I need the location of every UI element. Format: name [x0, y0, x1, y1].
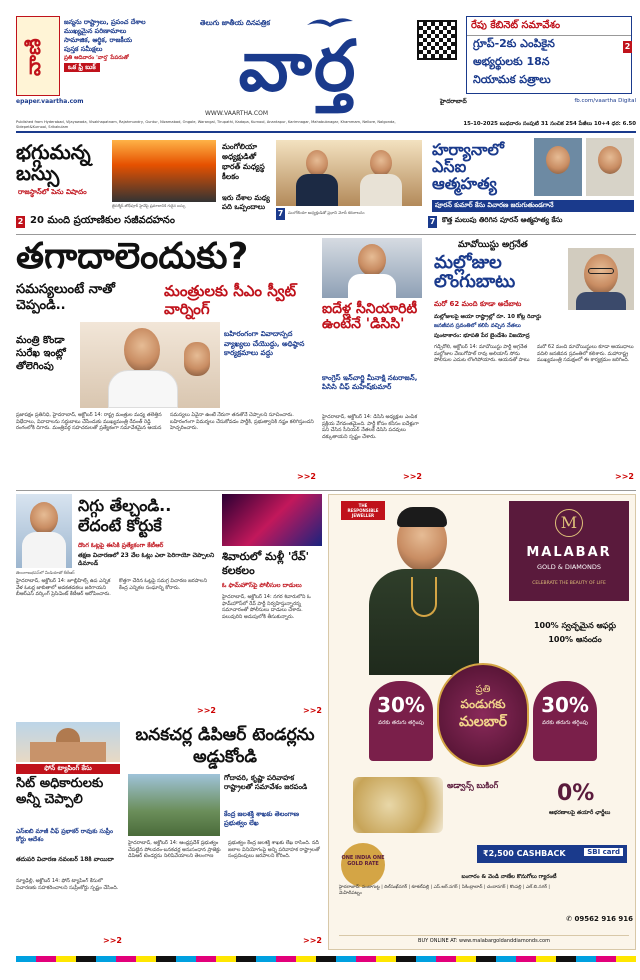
ad-offer1: 100% స్వచ్ఛమైన ఆఫర్లు — [533, 621, 617, 630]
seniority-headline: ఐదేళ్ల సీనియారిటీ ఉంటేనే 'డిసిసి' — [322, 301, 418, 332]
side-free-book: ఒక ఫ్రీ బుక్ — [64, 63, 100, 72]
politician-shirt — [348, 274, 396, 298]
niggu-more-link[interactable]: >>2 — [197, 706, 216, 715]
lead-kicker: మంత్రులకు సీఎం స్వీట్ వార్నింగ్ — [164, 282, 297, 318]
officer-photo-2 — [586, 138, 634, 196]
niggu-body: హైదరాబాద్, అక్టోబర్ 14: జూబ్లీహిల్స్ ఉప ఎన్నిక వేళ ఓటర్ల జాబితాలో అవకతవకలు జరిగాయని బీఆర్ఎస్ వర్కింగ్ ప్రెసిడెంట్ కేటీఆర్ ఆరోపించారు. కొత్తగా చేరిన ఓట్లపై సమగ్ర విచారణ జరపాలని కేంద్ర ఎన్నికల సంఘాన్ని కోరారు. — [16, 578, 207, 597]
ad-offer2: 100% ఆనందం — [548, 635, 602, 644]
niggu-story[interactable] — [16, 494, 216, 720]
leader-suit — [360, 174, 402, 206]
teaser-headline: భగ్గుమన్న బస్సు — [16, 140, 91, 185]
teaser-divider — [16, 234, 636, 235]
ktr-photo — [16, 494, 72, 568]
masthead — [0, 0, 640, 135]
side-line: ముఖ్యమైన పరిణామాలు — [64, 27, 127, 35]
maoist-body: గడ్చిరోలి, అక్టోబర్ 14: మావోయిస్టు పార్టీ అగ్రనేత మల్లోజుల వేణుగోపాల్ రావు అలియాస్ సోను పోలీసుల ఎదుట లొంగిపోయారు. ఆయనతో పాటు మరో 62 మంది మావోయిస్టులు కూడా ఆయుధాలు వదిలి జనజీవన స్రవంతిలో కలిశారు. మహారాష్ట్ర ముఖ్యమంత్రి సమక్షంలో ఈ కార్యక్రమం జరిగింది. — [434, 344, 634, 363]
teaser-sub: పూరన్ కుమార్ కేసు విచారణ జరుగుతుండగానే — [432, 200, 634, 212]
maoist-photo — [568, 248, 634, 310]
side-line: జన్మను రాష్ట్రాలు, ప్రపంచ దేశాల — [64, 18, 146, 26]
offer-left-pct: 30% — [377, 693, 425, 717]
offer-right — [533, 681, 597, 761]
malabar-brand2: GOLD & DIAMONDS — [536, 563, 602, 571]
phone-sub: ఎస్ఐబి మాజీ చీఫ్ ప్రభాకర్ రావుకు సుప్రీం కోర్టు ఆదేశం — [16, 828, 114, 843]
teaser-haryana[interactable] — [428, 136, 636, 232]
phone-sub2: తదుపరి విచారణ నవంబర్ 18కి వాయిదా — [16, 856, 114, 863]
side-brand-lines — [64, 18, 174, 72]
court-dome — [56, 728, 80, 742]
leaders-photo — [276, 140, 422, 206]
ad-badge: THE RESPONSIBLE JEWELLER — [341, 501, 385, 520]
maoist-sub2: మల్లోజులపై ఆయా రాష్ట్రాల్లో రూ. 10 కోట్ల రివార్డు — [434, 314, 542, 320]
promo-line: నియామక పత్రాలు — [473, 73, 551, 86]
tagline: తెలుగు జాతీయ దినపత్రిక — [200, 19, 270, 27]
lead-side: మంత్రి కొండా సురేఖ ఇంట్లో తోలెగింపు — [16, 335, 66, 372]
teaser-mongolia[interactable] — [222, 136, 422, 232]
social-link[interactable]: fb.com/vaartha Digital — [574, 98, 636, 104]
lead-body: ప్రజాపక్షం ప్రతినిధి, హైదరాబాద్, అక్టోబర్ 14: రాష్ట్ర మంత్రుల మధ్య తలెత్తిన విభేదాలు, వివాదాలను సర్దుబాటు చేసేందుకు ముఖ్యమంత్రి రేవంత్ రెడ్డి రంగంలోకి దిగారు. మంత్రివర్గ సహచరులతో ప్రత్యేకంగా సమావేశమైన ఆయన సమస్యలు ఏవైనా ఉంటే నేరుగా తనతోనే చెప్పాలని సూచించారు. బహిరంగంగా విమర్శలు చేసుకోవడం పార్టీకి, ప్రభుత్వానికి నష్టం కలిగిస్తుందని హెచ్చరించారు. — [16, 412, 314, 431]
ad-addresses: హైదరాబాద్: పంజాగుట్ట | దిల్‌సుఖ్‌నగర్ | కూకట్‌పల్లి | ఎస్.ఆర్.నగర్ | సికింద్రాబాద్ | చందానగర్ | కొంపల్లి | ఎల్.బి.నగర్ | మెహిదీపట్నం — [339, 885, 550, 896]
phone-tag: ఫోన్ ట్యాపింగ్ కేసు — [16, 764, 120, 774]
offer-center-line2: పండుగకు — [460, 697, 506, 711]
politician-photo — [322, 238, 422, 298]
officer-face — [546, 146, 570, 174]
cm-face — [124, 328, 160, 372]
maoist-sub1: మరో 62 మంది కూడా అదేబాట — [434, 300, 522, 308]
date-line: 15-10-2025 బుధవారం సంపుటి 31 సంచిక 254 పేజీలు 10+4 ధర: 6.50 — [463, 121, 636, 127]
malabar-tagline: CELEBRATE THE BEAUTY OF LIFE — [532, 581, 606, 586]
teaser-page-tag: 2 — [17, 217, 24, 226]
epaper-link[interactable]: epaper.vaartha.com — [16, 98, 84, 105]
leader-face — [370, 150, 392, 176]
qr-code-icon — [417, 20, 457, 60]
teaser-page-tag: 7 — [277, 209, 284, 218]
phone-more-link[interactable]: >>2 — [103, 936, 122, 945]
malabar-m-icon: M — [555, 509, 583, 537]
registration-strip — [16, 956, 636, 962]
seniority-sub: కాంగ్రెస్ ఇన్‌చార్జి మీనాక్షి నటరాజన్, పిసిసి చీఫ్ మహేష్‌కుమార్ — [322, 374, 418, 391]
malabar-brand: MALABAR — [526, 545, 612, 560]
offer-left-label: వరకు తరుగు తగ్గింపు — [378, 720, 424, 726]
teaser-sub: ఇరు దేశాల మధ్య పది ఒప్పందాలు — [222, 194, 270, 211]
niggu-caption: తెలంగాణభవన్‌లో మీడియాతో కేటీఆర్ — [16, 570, 75, 575]
masthead-rule — [16, 131, 636, 133]
teaser-sub: రాజస్థాన్‌లో పెను విషాదం — [18, 188, 87, 196]
website-link[interactable]: WWW.VAARTHA.COM — [205, 110, 269, 117]
maoist-sub4: పుంటాకారం: భూపతి పేర బైండేశెం విజయోద్ర — [434, 333, 530, 339]
malabar-logo-box — [509, 501, 629, 601]
banaka-sub2: కేంద్ర జలశక్తి శాఖకు తెలంగాణ ప్రభుత్వం లేఖ — [224, 810, 299, 827]
rave-headline: శివారులో మళ్లీ 'రేవ్' కలకలం — [222, 550, 310, 577]
phone-story[interactable] — [16, 722, 122, 950]
officer-face — [598, 146, 622, 174]
phone-icon: ✆ — [566, 915, 575, 923]
jewellery-photo — [353, 777, 443, 833]
promo-line: గ్రూప్-2కు ఎంపికైన — [473, 37, 555, 50]
side-brand — [16, 16, 60, 96]
phone-headline: సిట్ అధికారులకు అన్నీ చెప్పాలి — [16, 776, 104, 807]
promo-box — [466, 16, 632, 94]
model-hair — [397, 507, 447, 527]
one-india-badge: ONE INDIA ONE GOLD RATE — [341, 843, 385, 887]
teaser-bus[interactable] — [16, 136, 216, 232]
rave-body: హైదరాబాద్, అక్టోబర్ 14: నగర శివారులోని ఓ ఫామ్‌హౌస్‌లో రేవ్ పార్టీ నిర్వహిస్తున్నారన్న సమాచారంతో పోలీసులు దాడులు చేశారు. పలువురిని అదుపులోకి తీసుకున్నారు. — [222, 594, 311, 620]
ktr-face — [30, 502, 58, 534]
promo-line: అభ్యర్థులకు 18న — [473, 55, 550, 68]
niggu-headline: నిగ్గు తేల్చండి.. లేదంటే కోర్టుకే — [78, 496, 172, 535]
rave-story[interactable] — [222, 494, 322, 720]
teaser-headline: మంగోలియా అధ్యక్షుడితో భారత్ మధ్యస్థ కీలకం — [222, 142, 265, 181]
lead-story[interactable] — [16, 238, 316, 486]
ad-phone-number: 09562 916 916 — [574, 915, 633, 923]
maoist-more-link[interactable]: >>2 — [615, 472, 634, 481]
offer-left — [369, 681, 433, 761]
editions-line: Published from Hyderabad, Vijayawada, Visakhapatnam, Rajahmundry, Guntur, Nizamabad, Ongole, Warangal, Tirupathi, Kadapa, Kurnool, Anantapur, Karimnagar, Mahabubnagar, Khammam, Nellore, Nalgonda, Sidepet&Kurnool, Srikakulam — [16, 120, 396, 129]
offer-center — [437, 663, 529, 767]
zero-pct: 0% — [557, 781, 595, 806]
lead-headline: తగాదాలెందుకు? — [16, 236, 249, 277]
city-label: హైదరాబాద్ — [440, 98, 467, 105]
section-divider — [16, 490, 636, 491]
leader-suit — [296, 174, 338, 206]
banaka-more-link[interactable]: >>2 — [303, 936, 322, 945]
seniority-story[interactable] — [322, 238, 422, 486]
maoist-kicker: మావోయిస్టు అగ్రనేత — [458, 240, 528, 250]
cm-shirt — [108, 370, 178, 408]
cm-photo — [80, 322, 220, 408]
bus-fire-photo — [112, 140, 216, 202]
teaser-foot: 20 మంది ప్రయాణికుల సజీవదహనం — [30, 215, 175, 226]
maoist-story[interactable] — [428, 238, 636, 486]
promo-title: రేపు కేబినెట్ సమావేశం — [467, 17, 631, 36]
phone-body: న్యూఢిల్లీ, అక్టోబర్ 14: ఫోన్ ట్యాపింగ్ కేసులో విచారణకు సహకరించాలని సుప్రీంకోర్టు స్పష్టం చేసింది. — [16, 878, 119, 891]
ad-phone — [563, 915, 633, 923]
cashback-text: ₹2,500 CASHBACK — [483, 849, 566, 858]
leader-face — [306, 150, 328, 176]
side-line: సామాజిక, ఆర్థిక, రాజకీయ — [64, 36, 133, 44]
lead-more-link[interactable]: >>2 — [297, 472, 316, 481]
side-line: పుస్తక సమీక్షలు — [64, 45, 103, 53]
cm-hand — [184, 342, 210, 376]
banaka-headline: బనకచర్ల డిపిఆర్ టెండర్లను అడ్డుకోండి — [135, 725, 315, 767]
teaser-caption: మంగోలియా అధ్యక్షుడితో ప్రధాని మోదీ కరచాలనం — [288, 210, 365, 215]
maoist-sub3: జనజీవన స్రవంతిలో కలిసి వచ్చిన నేతలు — [434, 323, 521, 329]
masthead-logo: వార్త — [238, 25, 358, 107]
offer-center-line3: మలబార్ — [458, 714, 508, 730]
offer-center-line1: ప్రతి — [475, 684, 491, 695]
cashback-banner — [477, 845, 627, 863]
teaser-headline: హర్యానాలో ఎస్ఐ ఆత్మహత్య — [432, 140, 504, 193]
rave-sub: ఓ ఫామ్‌హౌస్‌పై పోలీసుల దాడులు — [222, 582, 302, 589]
promo-page-tag: 2 — [624, 42, 631, 51]
rave-photo — [222, 494, 322, 546]
ktr-shirt — [22, 532, 66, 568]
offer-right-pct: 30% — [541, 693, 589, 717]
lead-note: బహిరంగంగా వివాదాస్పద వ్యాఖ్యలు చేయొద్దు, అధిష్ఠాన కార్యక్రమాలు వద్దు — [224, 330, 305, 357]
maoist-shirt — [576, 292, 626, 310]
teaser-foot: కొత్త మలుపు తిరిగిన పూరన్ ఆత్మహత్య కేసు — [442, 216, 563, 224]
offer-right-label: వరకు తరుగు తగ్గింపు — [542, 720, 588, 726]
ad-address-title: బంగారం & వెండి నాణేల కొనుగోలు గ్యారంటీ — [461, 874, 557, 880]
glasses-icon — [588, 268, 614, 274]
advance-booking: అడ్వాన్స్ బుకింగ్ — [447, 781, 499, 790]
maoist-face — [584, 254, 618, 294]
sbi-card-logo: SBI card — [584, 848, 623, 856]
niggu-sub: దొంగ ఓట్లపై ఈసికి ప్రత్యేకంగా కేటీఆర్ — [78, 542, 164, 549]
teaser-caption: జైసల్మేర్-జోధ్‌పూర్ హైవేపై ప్రమాదానికి గురైన బస్సు — [112, 203, 186, 208]
court-photo — [16, 722, 120, 762]
zero-label: ఆభరణాలపై తయారీ ఛార్జీలు — [549, 810, 611, 816]
banaka-story[interactable] — [128, 722, 322, 950]
ad-online[interactable]: BUY ONLINE AT: www.malabargoldanddiamonds.com — [339, 935, 629, 944]
teaser-page-tag: 7 — [429, 217, 436, 226]
malabar-ad[interactable] — [328, 494, 636, 950]
side-line: ప్రతి ఆదివారం 'వార్త' పేపరుతో — [64, 55, 129, 61]
maoist-headline: మల్లోజుల లొంగుబాటు — [434, 252, 516, 292]
rave-more-link[interactable]: >>2 — [303, 706, 322, 715]
side-brand-text: వాణి — [21, 38, 45, 76]
seniority-body: హైదరాబాద్, అక్టోబర్ 14: డిసిసి అధ్యక్షుల ఎంపిక ప్రక్రియ వేగవంతమైంది. పార్టీ కోసం కనీసం ఐదేళ్లుగా పని చేసిన సీనియర్ నేతలకే డిసిసి పదవులు దక్కుతాయని స్పష్టం చేశారు. — [322, 414, 419, 440]
niggu-sub2: తక్షణ విచారణలో 23 వేల ఓట్లు ఎలా పెరిగాయో చెప్పాలని డిమాండ్ — [78, 552, 215, 567]
banaka-body: హైదరాబాద్, అక్టోబర్ 14: ఆంధ్రప్రదేశ్ ప్రభుత్వం చేపట్టిన పోలవరం-బనకచర్ల అనుసంధాన ప్రాజెక్టు డిపిఆర్ టెండర్లను నిలిపివేయాలని తెలంగాణ ప్రభుత్వం కేంద్ర జలశక్తి శాఖకు లేఖ రాసింది. నదీ జలాల వినియోగంపై అన్ని పరివాహక రాష్ట్రాలతో సంప్రదింపులు జరపాలని కోరింది. — [128, 840, 320, 859]
model-chain — [411, 577, 437, 617]
dam-photo — [128, 774, 220, 836]
ad-model-photo — [349, 507, 499, 675]
officer-photo-1 — [534, 138, 582, 196]
court-building — [30, 742, 106, 762]
banaka-sub: గోదావరి, కృష్ణా పరివాహక రాష్ట్రాలతో సమావేశం జరపండి — [224, 774, 308, 791]
seniority-more-link[interactable]: >>2 — [403, 472, 422, 481]
lead-quote: సమస్యలుంటే నాతో చెప్పండి.. — [16, 282, 115, 313]
politician-face — [358, 244, 386, 276]
